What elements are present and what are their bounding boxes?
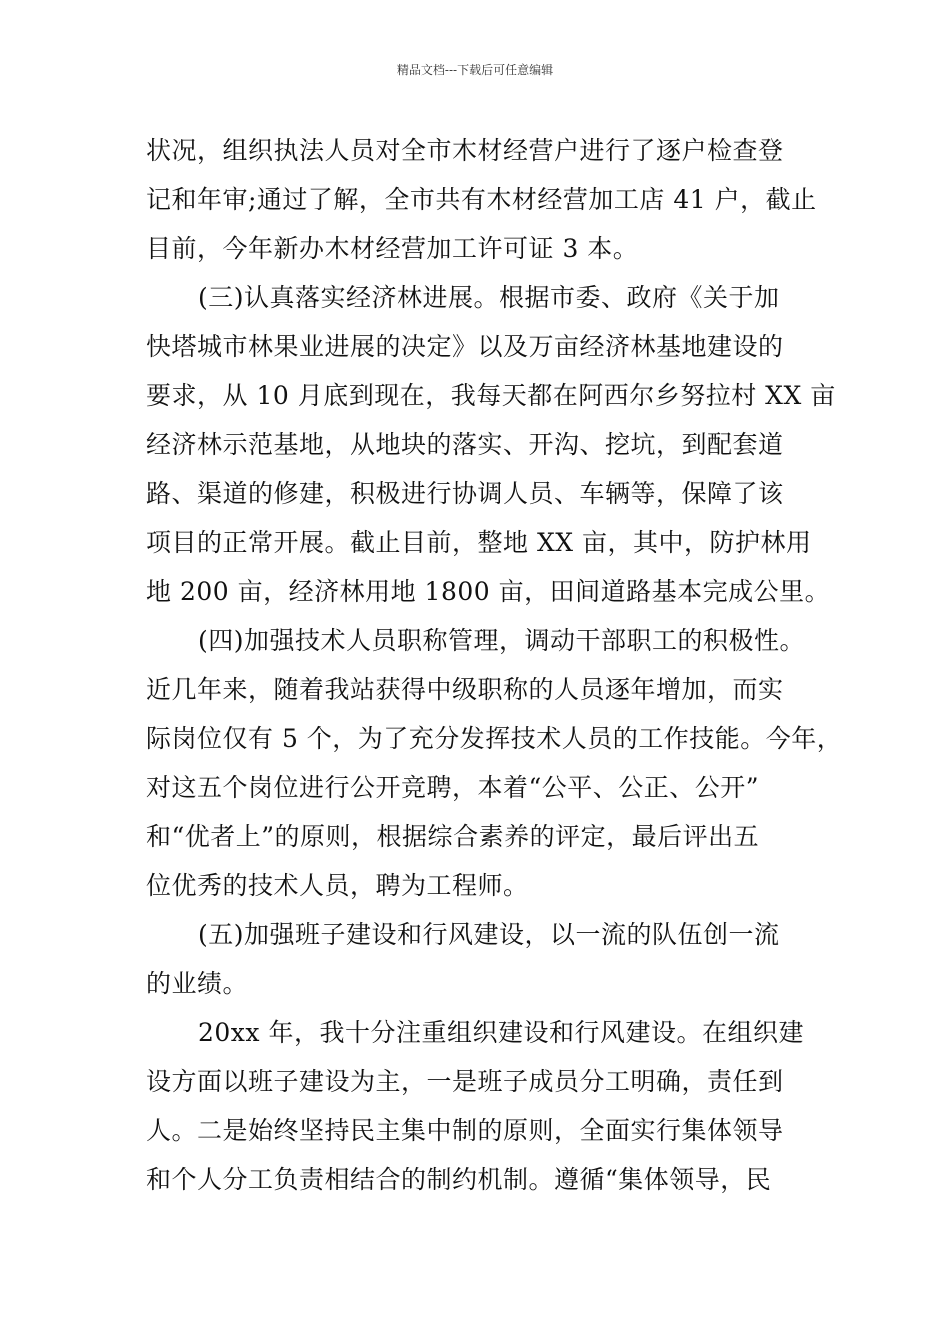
text-line: 设方面以班子建设为主，一是班子成员分工明确，责任到	[146, 1067, 784, 1096]
document-body	[146, 126, 843, 1204]
text-line: 的业绩。	[146, 969, 249, 998]
text-line: 对这五个岗位进行公开竞聘，本着“公平、公正、公开”	[146, 773, 760, 802]
paragraph-start-line: (三)认真落实经济林进展。根据市委、政府《关于加	[198, 283, 780, 312]
text-line: 路、渠道的修建，积极进行协调人员、车辆等，保障了该	[146, 479, 784, 508]
text-line: 要求，从 10 月底到现在，我每天都在阿西尔乡努拉村 XX 亩	[146, 381, 836, 410]
paragraph-start-line: (五)加强班子建设和行风建设，以一流的队伍创一流	[198, 920, 780, 949]
text-line: 际岗位仅有 5 个，为了充分发挥技术人员的工作技能。今年，	[146, 724, 843, 753]
text-line: 目前，今年新办木材经营加工许可证 3 本。	[146, 234, 639, 263]
text-line: 位优秀的技术人员，聘为工程师。	[146, 871, 529, 900]
text-line: 人。二是始终坚持民主集中制的原则，全面实行集体领导	[146, 1116, 784, 1145]
text-line: 项目的正常开展。截止目前，整地 XX 亩，其中，防护林用	[146, 528, 812, 557]
text-line: 近几年来，随着我站获得中级职称的人员逐年增加，而实	[146, 675, 784, 704]
text-line: 记和年审;通过了解，全市共有木材经营加工店 41 户，截止	[146, 185, 817, 214]
text-line: 和“优者上”的原则，根据综合素养的评定，最后评出五	[146, 822, 760, 851]
page-header: 精品文档---下载后可任意编辑	[396, 63, 554, 77]
text-line: 和个人分工负责相结合的制约机制。遵循“集体领导，民	[146, 1165, 772, 1194]
text-line: 地 200 亩，经济林用地 1800 亩，田间道路基本完成公里。	[146, 577, 831, 606]
text-line: 状况，组织执法人员对全市木材经营户进行了逐户检查登	[146, 136, 784, 165]
paragraph-start-line: (四)加强技术人员职称管理，调动干部职工的积极性。	[198, 626, 806, 655]
text-line: 经济林示范基地，从地块的落实、开沟、挖坑，到配套道	[146, 430, 784, 459]
text-line: 快塔城市林果业进展的决定》以及万亩经济林基地建设的	[146, 332, 784, 361]
paragraph-start-line: 20xx 年，我十分注重组织建设和行风建设。在组织建	[198, 1018, 804, 1047]
